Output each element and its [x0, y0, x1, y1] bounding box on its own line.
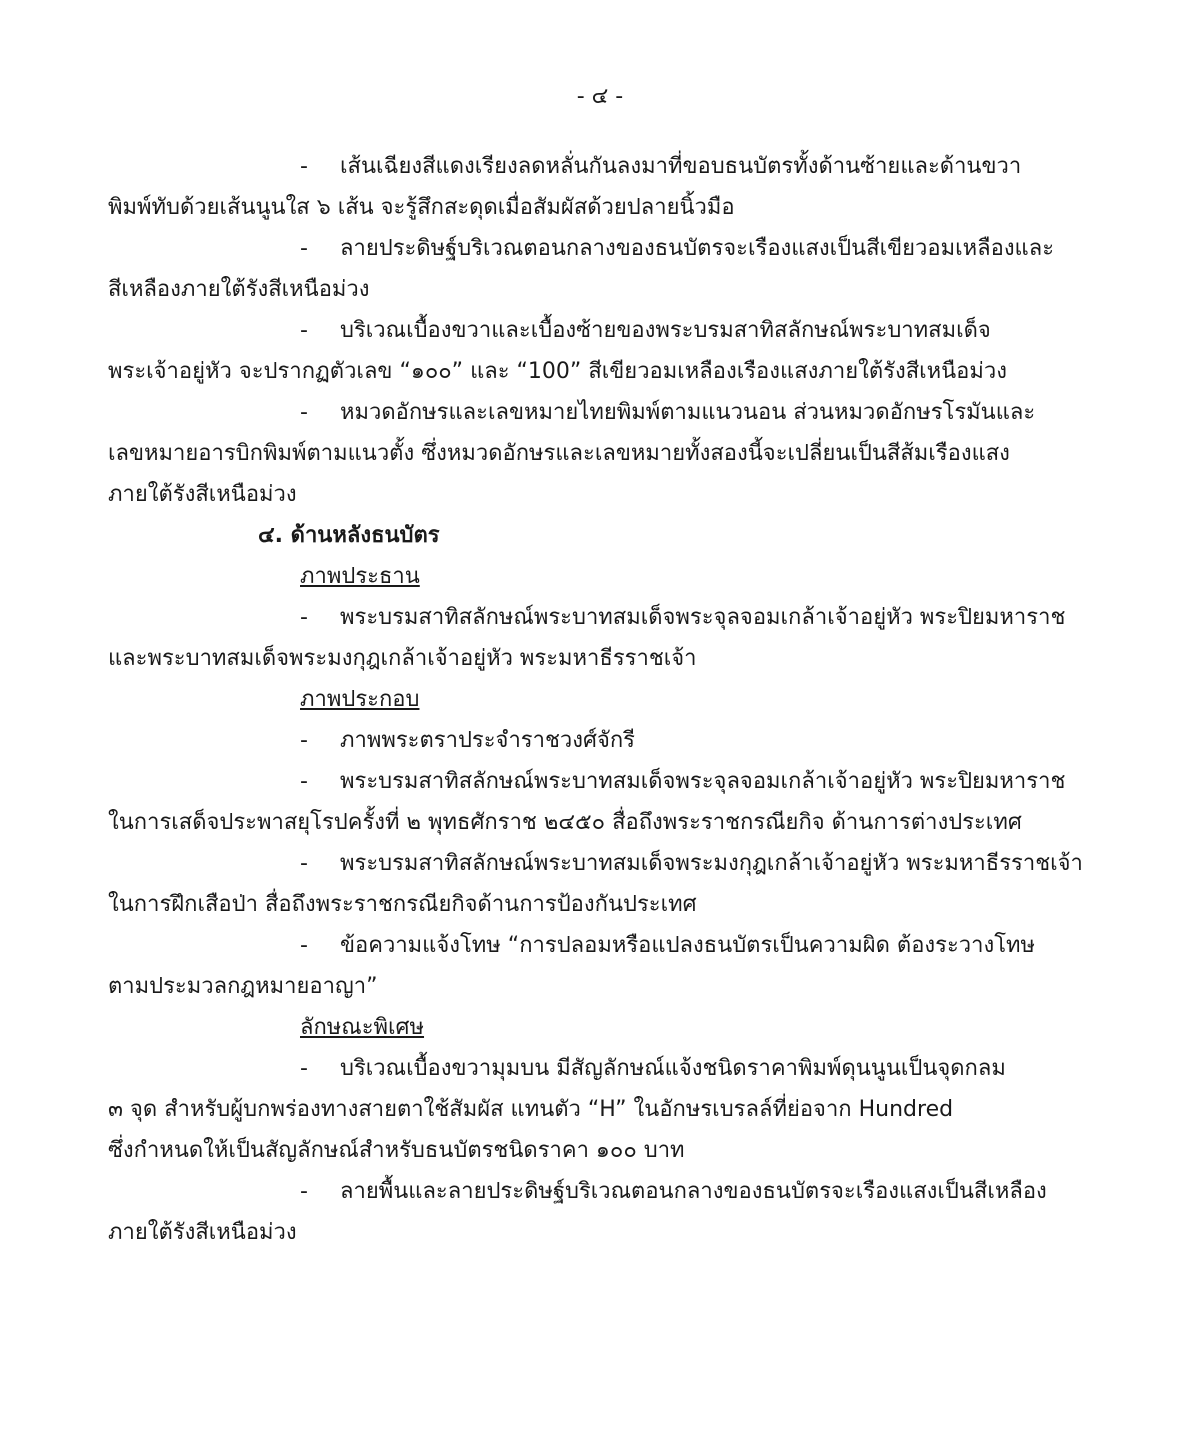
bullet-dash: - — [300, 154, 308, 179]
line-text: ในการฝึกเสือป่า สื่อถึงพระราชกรณียกิจด้านการป้องกันประเทศ — [108, 892, 697, 917]
line-text: บริเวณเบื้องขวามุมบน มีสัญลักษณ์แจ้งชนิดราคาพิมพ์ดุนนูนเป็นจุดกลม — [340, 1056, 1006, 1081]
document-body — [108, 146, 1083, 1293]
subheading: ภาพประกอบ — [300, 687, 420, 712]
bullet-line — [108, 925, 1083, 966]
bullet-dash: - — [300, 400, 308, 425]
bullet-line — [108, 720, 1083, 761]
line-text: ซึ่งกำหนดให้เป็นสัญลักษณ์สำหรับธนบัตรชนิดราคา ๑๐๐ บาท — [108, 1138, 685, 1163]
line-text: และพระบาทสมเด็จพระมงกุฎเกล้าเจ้าอยู่หัว พระมหาธีรราชเจ้า — [108, 646, 697, 671]
line-text: เส้นเฉียงสีแดงเรียงลดหลั่นกันลงมาที่ขอบธนบัตรทั้งด้านซ้ายและด้านขวา — [340, 154, 1022, 179]
line-text: ภาพพระตราประจำราชวงศ์จักรี — [340, 728, 635, 753]
section-heading: ๔. ด้านหลังธนบัตร — [258, 523, 440, 548]
line-text: ลายประดิษฐ์บริเวณตอนกลางของธนบัตรจะเรืองแสงเป็นสีเขียวอมเหลืองและ — [340, 236, 1055, 261]
bullet-dash: - — [300, 933, 308, 958]
line-text: ภายใต้รังสีเหนือม่วง — [108, 482, 297, 507]
bullet-dash: - — [300, 851, 308, 876]
subheading: ภาพประธาน — [300, 564, 420, 589]
bullet-line — [108, 761, 1083, 802]
bullet-dash: - — [300, 769, 308, 794]
bullet-dash: - — [300, 728, 308, 753]
line-text: พระบรมสาทิสลักษณ์พระบาทสมเด็จพระจุลจอมเกล้าเจ้าอยู่หัว พระปิยมหาราช — [340, 605, 1066, 630]
line-text: ๓ จุด สำหรับผู้บกพร่องทางสายตาใช้สัมผัส แทนตัว “H” ในอักษรเบรลล์ที่ย่อจาก Hundred — [108, 1097, 954, 1122]
bullet-line — [108, 1171, 1083, 1212]
line-text: ภายใต้รังสีเหนือม่วง — [108, 1220, 297, 1245]
bullet-line — [108, 843, 1083, 884]
bullet-line — [108, 310, 1083, 351]
line-text: พระเจ้าอยู่หัว จะปรากฏตัวเลข “๑๐๐” และ “100” สีเขียวอมเหลืองเรืองแสงภายใต้รังสีเหนือม่วง — [108, 359, 1007, 384]
line-text: ตามประมวลกฎหมายอาญา” — [108, 974, 378, 999]
bullet-dash: - — [300, 1179, 308, 1204]
bullet-dash: - — [300, 236, 308, 261]
bullet-line — [108, 228, 1083, 269]
line-text: หมวดอักษรและเลขหมายไทยพิมพ์ตามแนวนอน ส่วนหมวดอักษรโรมันและ — [340, 400, 1036, 425]
line-text: สีเหลืองภายใต้รังสีเหนือม่วง — [108, 277, 370, 302]
bullet-line — [108, 597, 1083, 638]
line-text: บริเวณเบื้องขวาและเบื้องซ้ายของพระบรมสาทิสลักษณ์พระบาทสมเด็จ — [340, 318, 991, 343]
line-text: เลขหมายอารบิกพิมพ์ตามแนวตั้ง ซึ่งหมวดอักษรและเลขหมายทั้งสองนี้จะเปลี่ยนเป็นสีส้มเรืองแสง — [108, 441, 1010, 466]
line-text: ข้อความแจ้งโทษ “การปลอมหรือแปลงธนบัตรเป็นความผิด ต้องระวางโทษ — [340, 933, 1036, 958]
subheading: ลักษณะพิเศษ — [300, 1015, 425, 1040]
line-text: พิมพ์ทับด้วยเส้นนูนใส ๖ เส้น จะรู้สึกสะดุดเมื่อสัมผัสด้วยปลายนิ้วมือ — [108, 195, 735, 220]
bullet-dash: - — [300, 1056, 308, 1081]
bullet-line — [108, 1048, 1083, 1089]
line-text: ในการเสด็จประพาสยุโรปครั้งที่ ๒ พุทธศักราช ๒๔๕๐ สื่อถึงพระราชกรณียกิจ ด้านการต่างประเทศ — [108, 810, 1022, 835]
page-number: - ๔ - — [576, 84, 624, 109]
line-text: พระบรมสาทิสลักษณ์พระบาทสมเด็จพระจุลจอมเกล้าเจ้าอยู่หัว พระปิยมหาราช — [340, 769, 1066, 794]
bullet-dash: - — [300, 605, 308, 630]
line-text: พระบรมสาทิสลักษณ์พระบาทสมเด็จพระมงกุฎเกล้าเจ้าอยู่หัว พระมหาธีรราชเจ้า — [340, 851, 1083, 876]
bullet-line — [108, 146, 1083, 187]
line-text: ลายพื้นและลายประดิษฐ์บริเวณตอนกลางของธนบัตรจะเรืองแสงเป็นสีเหลือง — [340, 1179, 1047, 1204]
bullet-line — [108, 392, 1083, 433]
bullet-dash: - — [300, 318, 308, 343]
